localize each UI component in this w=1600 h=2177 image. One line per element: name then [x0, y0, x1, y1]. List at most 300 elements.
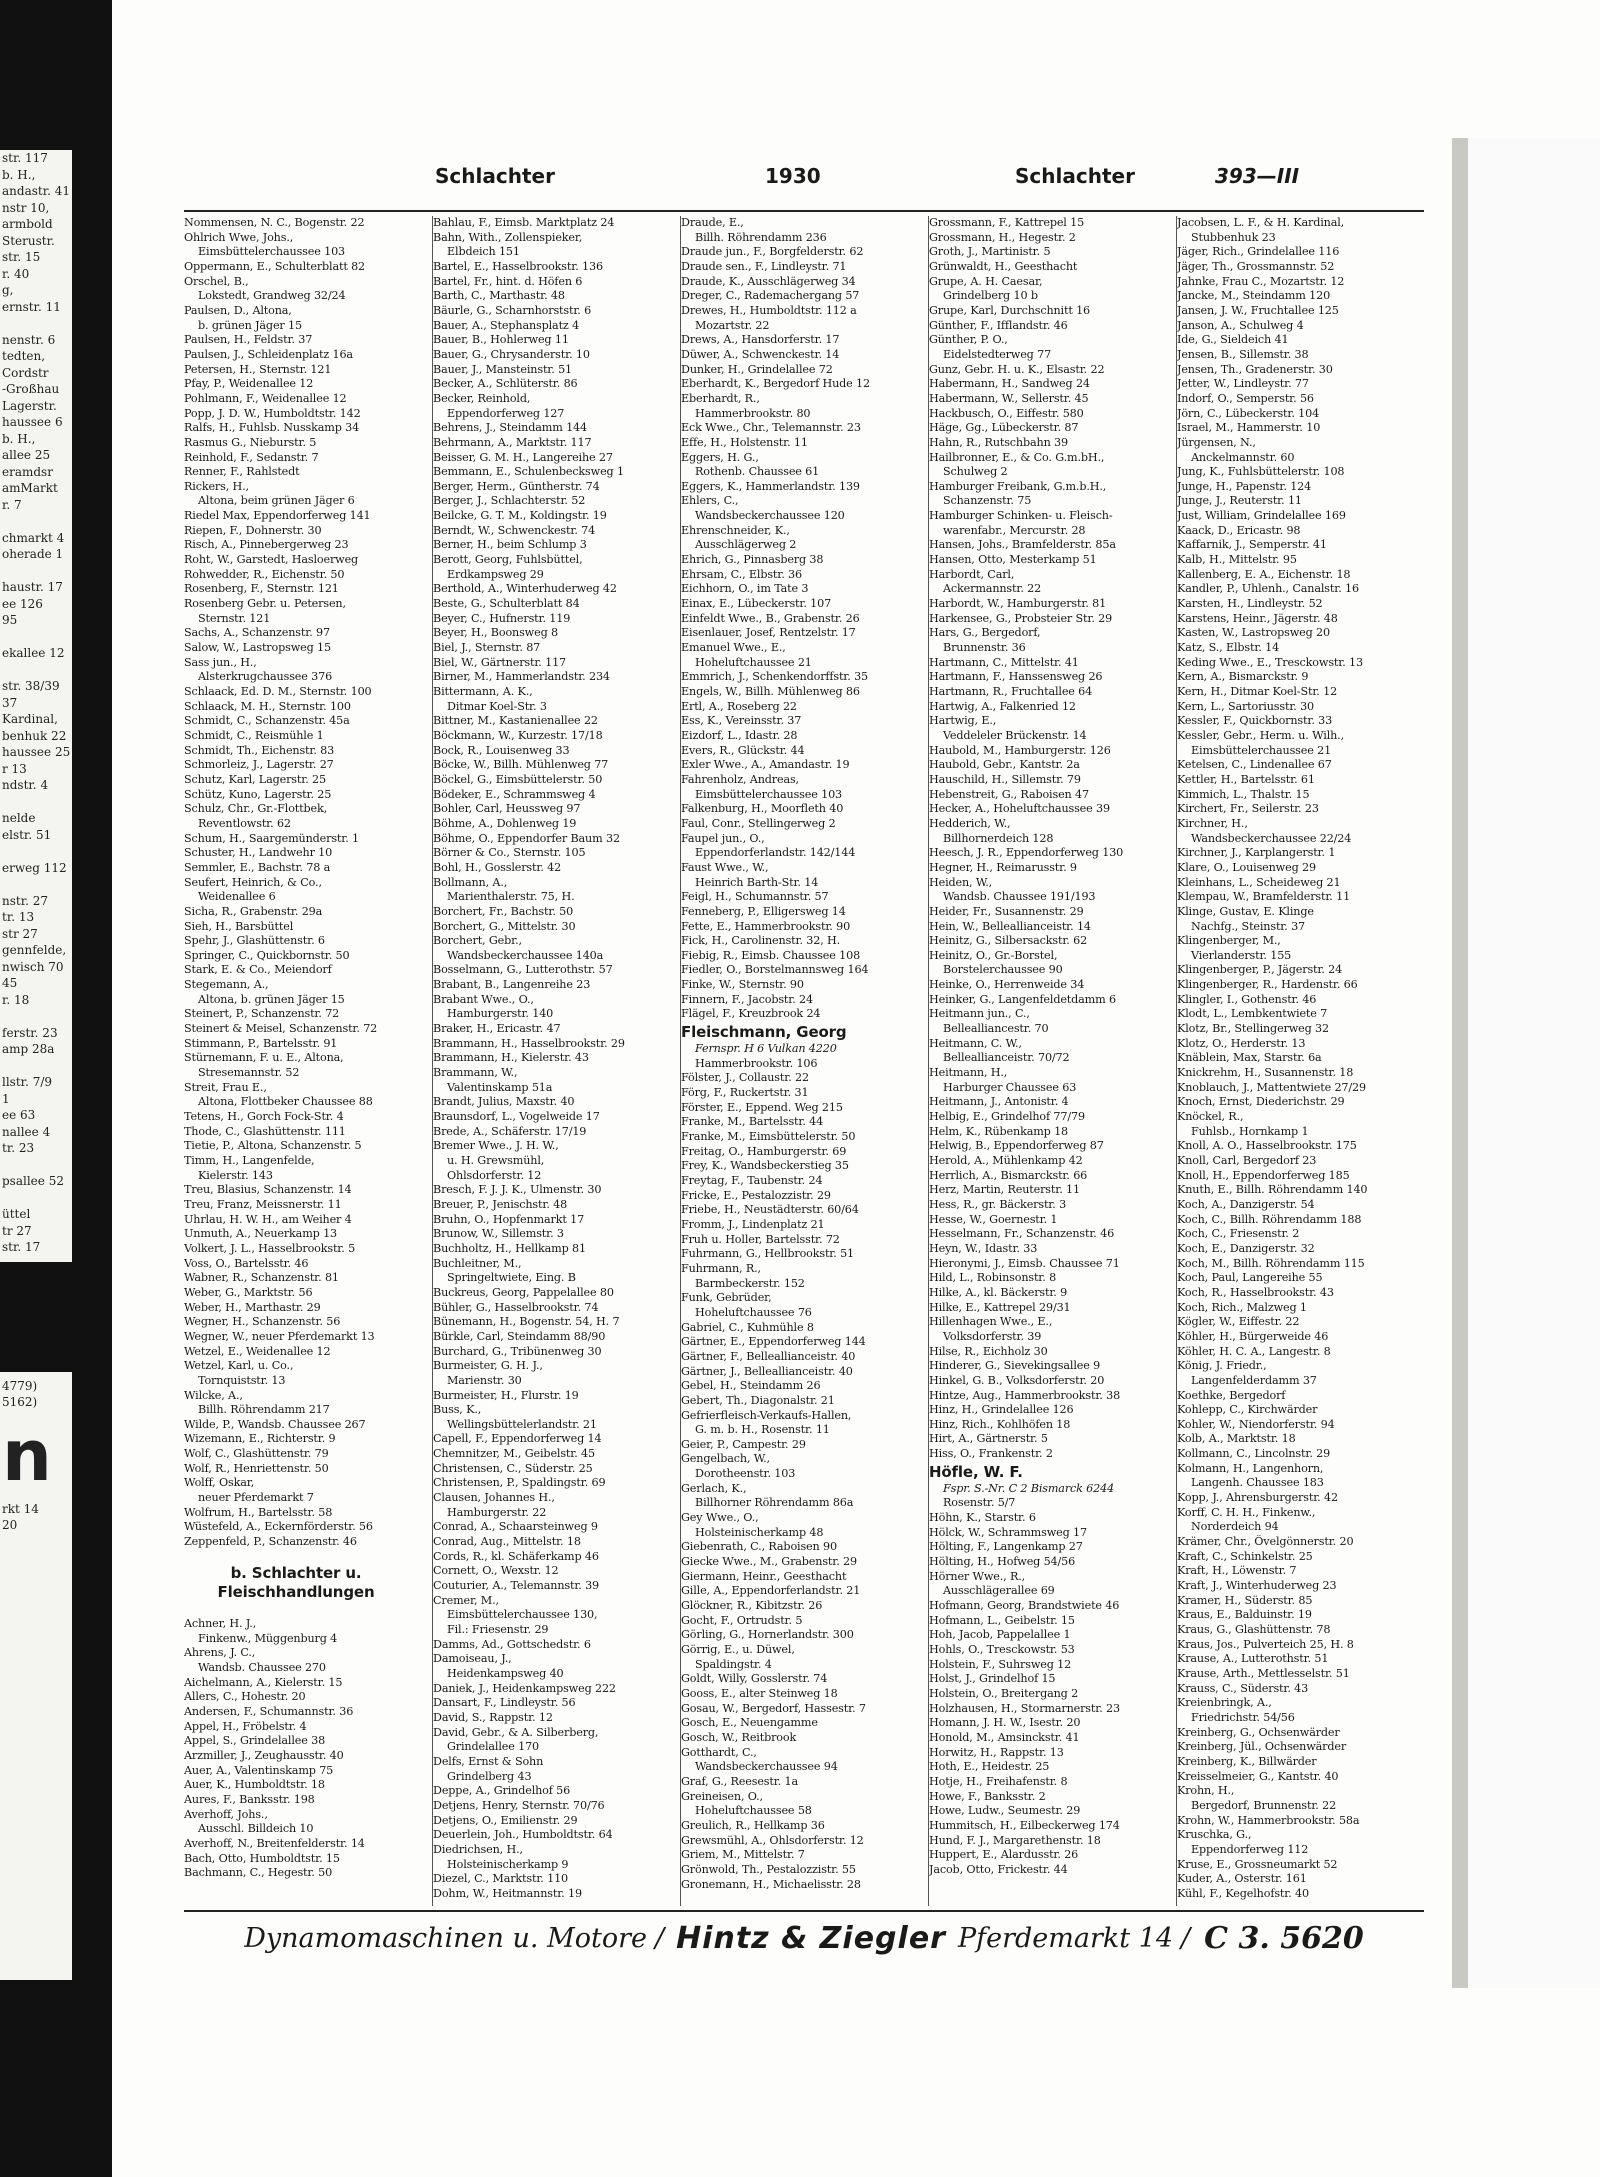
directory-entry: Fruh u. Holler, Bartelsstr. 72 — [681, 1232, 840, 1246]
directory-entry: Grindelberg 43 — [447, 1769, 532, 1783]
directory-entry: Haubold, M., Hamburgerstr. 126 — [929, 743, 1111, 757]
directory-entry: Klempau, W., Bramfelderstr. 11 — [1177, 890, 1351, 904]
directory-entry: Grindelberg 10 b — [943, 289, 1038, 303]
directory-entry: Conrad, A., Schaarsteinweg 9 — [433, 1520, 598, 1534]
directory-entry: David, Gebr., & A. Silberberg, — [433, 1725, 599, 1739]
directory-entry: Hölting, H., Hofweg 54/56 — [929, 1555, 1076, 1569]
directory-entry: Funk, Gebrüder, — [681, 1291, 772, 1305]
directory-entry: Jansen, J. W., Fruchtallee 125 — [1177, 303, 1339, 317]
directory-entry: Oppermann, E., Schulterblatt 82 — [184, 259, 366, 273]
directory-entry: Cremer, M., — [433, 1593, 499, 1607]
directory-entry: Lokstedt, Grandweg 32/24 — [198, 289, 346, 303]
directory-entry: Bachmann, C., Hegestr. 50 — [184, 1866, 333, 1880]
directory-entry: Stubbenhuk 23 — [1191, 230, 1276, 244]
margin-fragment: tr. 13 — [2, 910, 35, 924]
directory-entry: Stark, E. & Co., Meiendorf — [184, 963, 332, 977]
directory-entry: Hoheluftchaussee 21 — [695, 655, 812, 669]
directory-entry: Tornquiststr. 13 — [198, 1373, 286, 1387]
directory-entry: Hedderich, W., — [929, 816, 1011, 830]
black-block — [0, 1262, 72, 1372]
directory-entry: Heider, Fr., Susannenstr. 29 — [929, 904, 1084, 918]
directory-entry: Einax, E., Lübeckerstr. 107 — [681, 597, 832, 611]
directory-entry: Herz, Martin, Reuterstr. 11 — [929, 1183, 1080, 1197]
directory-entry: Kreienbringk, A., — [1177, 1696, 1272, 1710]
directory-entry: Springeltwiete, Eing. B — [447, 1271, 576, 1285]
directory-entry: Köhler, H. C. A., Langestr. 8 — [1177, 1344, 1331, 1358]
directory-entry: b. grünen Jäger 15 — [198, 318, 302, 332]
directory-entry: Buckreus, Georg, Pappelallee 80 — [433, 1285, 614, 1299]
directory-entry: Kruse, E., Grossneumarkt 52 — [1177, 1857, 1338, 1871]
directory-entry: Ausschlägerweg 2 — [695, 538, 797, 552]
directory-entry: Hilke, A., kl. Bäckerstr. 9 — [929, 1285, 1068, 1299]
directory-entry: Schmorleiz, J., Lagerstr. 27 — [184, 758, 334, 772]
directory-entry: Appel, S., Grindelallee 38 — [184, 1734, 326, 1748]
directory-entry: Bartel, Fr., hint. d. Höfen 6 — [433, 274, 583, 288]
margin-fragment: eramdsr — [2, 464, 53, 479]
directory-entry: Hailbronner, E., & Co. G.m.bH., — [929, 450, 1105, 464]
directory-entry: Aures, F., Banksstr. 198 — [184, 1792, 315, 1806]
directory-entry: Kögler, W., Eiffestr. 22 — [1177, 1315, 1300, 1329]
directory-entry: Ertl, A., Roseberg 22 — [681, 699, 797, 713]
directory-entry: Marienstr. 30 — [447, 1373, 522, 1387]
directory-entry — [184, 1602, 408, 1617]
column-5 — [1176, 216, 1401, 1906]
margin-fragment: nenstr. 6 — [2, 332, 56, 347]
margin-fragment: b. H., — [2, 167, 36, 182]
directory-entry: Koch, R., Hasselbrookstr. 43 — [1177, 1285, 1334, 1299]
directory-entry: Gerlach, K., — [681, 1481, 747, 1495]
directory-entry: Billhorner Röhrendamm 86a — [695, 1496, 854, 1510]
margin-fragment: g, — [2, 283, 14, 297]
margin-fragment — [0, 1058, 72, 1075]
directory-entry: David, S., Rappstr. 12 — [433, 1710, 553, 1724]
directory-entry: Wandsb. Chaussee 270 — [198, 1661, 326, 1674]
directory-entry: Petersen, H., Sternstr. 121 — [184, 362, 332, 376]
directory-entry: Bach, Otto, Humboldtstr. 15 — [184, 1851, 340, 1865]
directory-entry: Borchert, Gebr., — [433, 934, 522, 948]
directory-entry: Wandsbeckerchaussee 22/24 — [1191, 831, 1352, 845]
directory-entry: Brunow, W., Sillemstr. 3 — [433, 1227, 564, 1241]
directory-entry: Krämer, Chr., Övelgönnerstr. 20 — [1177, 1535, 1354, 1549]
directory-entry: Wegner, H., Schanzenstr. 56 — [184, 1315, 341, 1329]
directory-entry: Kettler, H., Bartelsstr. 61 — [1177, 772, 1315, 786]
directory-entry: Beisser, G. M. H., Langereihe 27 — [433, 450, 613, 464]
directory-entry: Fölster, J., Collaustr. 22 — [681, 1071, 809, 1085]
directory-entry: Kopp, J., Ahrensburgerstr. 42 — [1177, 1491, 1338, 1505]
directory-entry: Braker, H., Ericastr. 47 — [433, 1022, 561, 1036]
directory-entry: Marienthalerstr. 75, H. — [447, 890, 575, 904]
directory-entry: Ackermannstr. 22 — [943, 582, 1042, 596]
margin-fragment: rkt 14 — [2, 1501, 39, 1516]
page-header — [120, 164, 1448, 194]
directory-entry: Hohls, O., Tresckowstr. 53 — [929, 1643, 1075, 1656]
directory-entry: Fspr. S.-Nr. C 2 Bismarck 6244 — [943, 1481, 1115, 1495]
directory-entry: Billhornerdeich 128 — [943, 831, 1054, 845]
margin-fragment: tedten, — [2, 349, 46, 363]
directory-entry: Drews, A., Hansdorferstr. 17 — [681, 333, 840, 347]
directory-entry: Grupe, A. H. Caesar, — [929, 274, 1043, 288]
directory-entry: Groth, J., Martinistr. 5 — [929, 245, 1051, 259]
page-number: 393—III — [1215, 164, 1300, 188]
directory-entry: Cords, R., kl. Schäferkamp 46 — [433, 1549, 599, 1563]
directory-entry: Hamburger Schinken- u. Fleisch- — [929, 509, 1113, 523]
margin-fragment: 4779) — [2, 1378, 38, 1393]
directory-entry: Hansen, Johs., Bramfelderstr. 85a — [929, 538, 1116, 552]
directory-entry: Diedrichsen, H., — [433, 1842, 523, 1856]
ad-lead-text: Dynamomaschinen u. Motore — [244, 1922, 647, 1954]
directory-entry: Damoiseau, J., — [433, 1652, 512, 1666]
directory-entry: Howe, Ludw., Seumestr. 29 — [929, 1804, 1081, 1818]
directory-entry: Kleinhans, L., Scheideweg 21 — [1177, 875, 1341, 889]
directory-entry: Fick, H., Carolinenstr. 32, H. — [681, 934, 841, 948]
directory-entry: Emmrich, J., Schenkendorffstr. 35 — [681, 670, 869, 684]
directory-entry: Hinz, H., Grindelallee 126 — [929, 1403, 1074, 1417]
directory-entry: Achner, H. J., — [184, 1617, 257, 1631]
directory-entry: Bollmann, A., — [433, 875, 508, 889]
directory-entry: Ehrich, G., Pinnasberg 38 — [681, 553, 824, 567]
margin-fragment: haustr. 17 — [2, 580, 63, 594]
margin-fragment: 37 — [2, 695, 18, 710]
directory-entry: Timm, H., Langenfelde, — [184, 1154, 315, 1167]
directory-entry: Hartmann, C., Mittelstr. 41 — [929, 655, 1079, 669]
directory-entry: Treu, Blasius, Schanzenstr. 14 — [184, 1183, 352, 1197]
directory-entry: Hein, W., Belleallianceistr. 14 — [929, 919, 1091, 933]
directory-entry: Kessler, F., Quickbornstr. 33 — [1177, 714, 1333, 728]
directory-entry: Bemmann, E., Schulenbecksweg 1 — [433, 465, 624, 479]
margin-fragment — [0, 1190, 72, 1207]
directory-entry: Riedel Max, Eppendorferweg 141 — [184, 509, 371, 523]
directory-entry: Norderdeich 94 — [1191, 1520, 1279, 1534]
directory-entry: Bergedorf, Brunnenstr. 22 — [1191, 1798, 1337, 1812]
directory-columns — [184, 216, 1424, 1906]
directory-entry: Capell, F., Eppendorferweg 14 — [433, 1432, 602, 1446]
directory-entry: Habermann, W., Sellerstr. 45 — [929, 391, 1089, 405]
directory-entry: Heidenkampsweg 40 — [447, 1666, 564, 1680]
directory-entry: Kreinberg, Jül., Ochsenwärder — [1177, 1740, 1347, 1754]
directory-entry: Treu, Franz, Meissnerstr. 11 — [184, 1197, 342, 1211]
directory-entry: Koch, E., Danzigerstr. 32 — [1177, 1241, 1315, 1255]
directory-entry: Fernspr. H 6 Vulkan 4220 — [695, 1042, 837, 1056]
directory-entry: Bartel, E., Hasselbrookstr. 136 — [433, 259, 603, 273]
directory-entry: Riepen, F., Dohnerstr. 30 — [184, 523, 322, 537]
margin-fragment: benhuk 22 — [2, 728, 67, 743]
directory-entry: Elbdeich 151 — [447, 245, 520, 259]
directory-entry: Hauschild, H., Sillemstr. 79 — [929, 772, 1081, 786]
margin-fragment — [0, 1157, 72, 1174]
directory-entry: Helbig, E., Grindelhof 77/79 — [929, 1110, 1085, 1124]
directory-entry: Schulweg 2 — [943, 465, 1008, 479]
directory-entry: Schutz, Karl, Lagerstr. 25 — [184, 772, 326, 786]
margin-fragment: ndstr. 4 — [2, 778, 49, 792]
featured-entry: Höfle, W. F. — [929, 1462, 1023, 1481]
margin-fragment: b. H., — [2, 431, 36, 446]
directory-entry: Jäger, Rich., Grindelallee 116 — [1177, 245, 1340, 259]
directory-entry: Knöckel, R., — [1177, 1110, 1244, 1124]
margin-fragment: andastr. 41 — [2, 184, 71, 198]
directory-entry: Kirchert, Fr., Seilerstr. 23 — [1177, 802, 1319, 816]
directory-entry: Hamburgerstr. 140 — [447, 1007, 554, 1021]
directory-entry: Conrad, Aug., Mittelstr. 18 — [433, 1535, 581, 1549]
directory-entry: Klingenberger, P., Jägerstr. 24 — [1177, 963, 1343, 977]
directory-entry: Bauer, J., Mansteinstr. 51 — [433, 362, 573, 376]
directory-entry: Hegner, H., Reimarusstr. 9 — [929, 860, 1077, 874]
directory-entry: Heesch, J. R., Eppendorferweg 130 — [929, 846, 1124, 860]
directory-entry: Giermann, Heinr., Geesthacht — [681, 1569, 847, 1583]
directory-entry: Einfeldt Wwe., B., Grabenstr. 26 — [681, 611, 860, 625]
directory-entry: Buchleitner, M., — [433, 1256, 522, 1270]
directory-entry: Kraus, Jos., Pulverteich 25, H. 8 — [1177, 1637, 1354, 1651]
directory-entry: Hammerbrookstr. 106 — [695, 1056, 818, 1070]
directory-entry: Freitag, O., Hamburgerstr. 69 — [681, 1144, 847, 1158]
directory-entry: Beilcke, G. T. M., Koldingstr. 19 — [433, 509, 607, 523]
directory-entry: Heinitz, O., Gr.-Borstel, — [929, 948, 1058, 962]
directory-entry: Beyer, C., Hufnerstr. 119 — [433, 611, 571, 625]
directory-entry: Tetens, H., Gorch Fock-Str. 4 — [184, 1110, 344, 1124]
directory-entry: Israel, M., Hammerstr. 10 — [1177, 421, 1321, 435]
directory-entry: Chemnitzer, M., Geibelstr. 45 — [433, 1447, 595, 1461]
directory-entry: Korff, C. H. H., Finkenw., — [1177, 1505, 1316, 1519]
directory-entry: Hillenhagen Wwe., E., — [929, 1315, 1053, 1329]
section-heading: Fleischhandlungen — [217, 1583, 375, 1602]
directory-entry: Fromm, J., Lindenplatz 21 — [681, 1217, 825, 1231]
directory-entry: Ahrens, J. C., — [184, 1646, 256, 1660]
directory-entry: Exler Wwe., A., Amandastr. 19 — [681, 758, 850, 772]
directory-entry: Hoth, E., Heidestr. 25 — [929, 1760, 1050, 1774]
directory-entry: Wolff, Oskar, — [184, 1476, 255, 1490]
directory-entry: Jung, K., Fuhlsbüttelerstr. 108 — [1177, 465, 1345, 479]
directory-entry: Fahrenholz, Andreas, — [681, 772, 799, 786]
directory-entry: Harburger Chaussee 63 — [943, 1080, 1077, 1094]
directory-entry: Faupel jun., O., — [681, 831, 765, 845]
directory-entry: Krause, Arth., Mettlesselstr. 51 — [1177, 1666, 1350, 1680]
directory-entry: Clausen, Johannes H., — [433, 1491, 555, 1505]
directory-entry: Heitmann jun., C., — [929, 1007, 1030, 1021]
margin-fragment: Kardinal, — [2, 712, 58, 726]
directory-entry: Schlaack, M. H., Sternstr. 100 — [184, 699, 351, 713]
directory-entry: Kern, H., Ditmar Koel-Str. 12 — [1177, 685, 1338, 698]
directory-entry: u. H. Grewsmühl, — [447, 1154, 545, 1167]
directory-entry: Eimsbüttelerchaussee 103 — [695, 787, 842, 801]
directory-entry: Kaffarnik, J., Semperstr. 41 — [1177, 538, 1327, 552]
directory-entry: Janson, A., Schulweg 4 — [1177, 318, 1304, 332]
directory-entry: Spaldingstr. 4 — [695, 1657, 772, 1671]
directory-entry: Hintze, Aug., Hammerbrookstr. 38 — [929, 1388, 1121, 1402]
directory-entry: Schmidt, C., Schanzenstr. 45a — [184, 714, 350, 728]
directory-entry: Hartmann, R., Fruchtallee 64 — [929, 685, 1093, 698]
directory-entry: Heyn, W., Idastr. 33 — [929, 1241, 1038, 1255]
directory-entry: Burmeister, G. H. J., — [433, 1359, 543, 1373]
directory-entry: Knoll, Carl, Bergedorf 23 — [1177, 1154, 1317, 1167]
directory-entry: Billh. Röhrendamm 236 — [695, 230, 827, 244]
directory-entry: Barmbeckerstr. 152 — [695, 1276, 805, 1290]
ad-address: Pferdemarkt 14 — [957, 1922, 1174, 1954]
directory-entry: Stresemannstr. 52 — [198, 1066, 300, 1080]
directory-entry: Koch, C., Billh. Röhrendamm 188 — [1177, 1212, 1362, 1226]
directory-entry: Schmidt, C., Reismühle 1 — [184, 728, 324, 742]
directory-entry: Kramer, H., Süderstr. 85 — [1177, 1593, 1313, 1607]
directory-entry: Mozartstr. 22 — [695, 318, 770, 332]
directory-entry: Ditmar Koel-Str. 3 — [447, 699, 547, 713]
margin-fragment: 20 — [2, 1518, 18, 1532]
directory-entry: Grönwold, Th., Pestalozzistr. 55 — [681, 1862, 856, 1876]
directory-entry: Buss, K., — [433, 1403, 482, 1417]
directory-entry: Buchholtz, H., Hellkamp 81 — [433, 1241, 586, 1255]
directory-entry: Bauer, B., Hohlerweg 11 — [433, 333, 569, 347]
directory-entry: Evers, R., Glückstr. 44 — [681, 743, 805, 757]
directory-entry: Jürgensen, N., — [1177, 435, 1256, 449]
directory-entry: Jäger, Th., Grossmannstr. 52 — [1177, 259, 1335, 273]
directory-entry: Billh. Röhrendamm 217 — [198, 1403, 330, 1417]
directory-entry: Junge, H., Papenstr. 124 — [1177, 479, 1312, 493]
directory-entry: Berott, Georg, Fuhlsbüttel, — [433, 553, 583, 567]
margin-fragment: str. 17 — [2, 1240, 41, 1254]
directory-entry: Brammann, H., Kielerstr. 43 — [433, 1051, 589, 1065]
directory-entry: Koch, Paul, Langereihe 55 — [1177, 1271, 1323, 1285]
directory-entry: Wetzel, E., Weidenallee 12 — [184, 1344, 331, 1358]
ad-separator-2: / — [1181, 1922, 1191, 1954]
directory-entry: Altona, Flottbeker Chaussee 88 — [198, 1095, 373, 1109]
margin-fragment: Cordstr — [2, 365, 49, 380]
margin-fragment — [0, 843, 72, 860]
directory-entry: Orschel, B., — [184, 274, 249, 288]
directory-entry: Gey Wwe., O., — [681, 1511, 759, 1525]
margin-fragment: nstr 10, — [2, 200, 50, 215]
directory-entry: Kalb, H., Mittelstr. 95 — [1177, 553, 1297, 567]
directory-entry: Alsterkrugchaussee 376 — [198, 670, 333, 684]
directory-entry: Dansart, F., Lindleystr. 56 — [433, 1696, 576, 1710]
directory-entry: Hackbusch, O., Eiffestr. 580 — [929, 406, 1084, 420]
directory-entry: Auer, K., Humboldtstr. 18 — [184, 1778, 325, 1792]
directory-entry: Berthold, A., Winterhuderweg 42 — [433, 582, 617, 596]
margin-fragment: n — [2, 1414, 52, 1497]
directory-entry: Hummitsch, H., Eilbeckerweg 174 — [929, 1818, 1120, 1832]
directory-entry: Becker, A., Schlüterstr. 86 — [433, 377, 578, 391]
directory-entry: warenfabr., Mercurstr. 28 — [943, 523, 1086, 537]
directory-entry: Valentinskamp 51a — [447, 1080, 553, 1094]
directory-entry: Klingler, I., Gothenstr. 46 — [1177, 992, 1317, 1006]
directory-entry: Sachs, A., Schanzenstr. 97 — [184, 626, 330, 640]
directory-entry: Birner, M., Hammerlandstr. 234 — [433, 670, 610, 684]
directory-entry: Engels, W., Billh. Mühlenweg 86 — [681, 685, 860, 698]
directory-entry: Fenneberg, P., Elligersweg 14 — [681, 904, 846, 918]
directory-entry: Eimsbüttelerchaussee 21 — [1191, 743, 1332, 757]
directory-entry: Springer, C., Quickbornstr. 50 — [184, 948, 350, 962]
directory-entry: Kohler, W., Niendorferstr. 94 — [1177, 1417, 1335, 1431]
directory-entry: Hartwig, A., Falkenried 12 — [929, 699, 1076, 713]
directory-entry: Wandsb. Chaussee 191/193 — [943, 890, 1096, 904]
header-left-title: Schlachter — [435, 164, 555, 188]
directory-entry: Schanzenstr. 75 — [943, 494, 1032, 508]
directory-entry: Kreinberg, K., Billwärder — [1177, 1754, 1317, 1768]
directory-entry: Hilke, E., Kattrepel 29/31 — [929, 1300, 1071, 1314]
directory-entry: Knoch, Ernst, Diederichstr. 29 — [1177, 1095, 1345, 1109]
directory-entry: Hofmann, Georg, Brandstwiete 46 — [929, 1599, 1120, 1613]
directory-entry: Förster, E., Eppend. Weg 215 — [681, 1100, 843, 1114]
directory-entry: Hinderer, G., Sievekingsallee 9 — [929, 1359, 1101, 1373]
directory-entry: Hölck, W., Schrammsweg 17 — [929, 1525, 1087, 1539]
directory-entry: Fette, E., Hammerbrookstr. 90 — [681, 919, 851, 933]
directory-entry: Klodt, L., Lembkentwiete 7 — [1177, 1007, 1328, 1021]
directory-entry: Gooss, E., alter Steinweg 18 — [681, 1686, 838, 1700]
ad-phone: C 3. 5620 — [1204, 1920, 1364, 1956]
directory-entry: Altona, b. grünen Jäger 15 — [198, 992, 345, 1006]
directory-entry: Emanuel Wwe., E., — [681, 641, 786, 655]
directory-entry: Koch, C., Friesenstr. 2 — [1177, 1227, 1300, 1241]
directory-entry: Friebe, H., Neustädterstr. 60/64 — [681, 1203, 859, 1217]
directory-entry: Becker, Reinhold, — [433, 391, 531, 405]
directory-entry: Paulsen, J., Schleidenplatz 16a — [184, 347, 353, 361]
directory-entry: Weber, H., Marthastr. 29 — [184, 1300, 321, 1314]
directory-entry: Grünwaldt, H., Geesthacht — [929, 259, 1078, 273]
directory-entry: Volkert, J. L., Hasselbrookstr. 5 — [184, 1241, 356, 1255]
directory-entry: Kollmann, C., Lincolnstr. 29 — [1177, 1447, 1331, 1461]
directory-entry: Honold, M., Amsinckstr. 41 — [929, 1730, 1080, 1744]
directory-entry: Langenh. Chaussee 183 — [1191, 1476, 1324, 1490]
directory-entry: Volksdorferstr. 39 — [943, 1329, 1042, 1343]
directory-entry: Koethke, Bergedorf — [1177, 1388, 1286, 1402]
directory-entry: Bittner, M., Kastanienallee 22 — [433, 714, 598, 728]
directory-entry: Draude jun., F., Borgfelderstr. 62 — [681, 245, 864, 259]
directory-entry: Eberhardt, K., Bergedorf Hude 12 — [681, 377, 870, 391]
directory-entry: Howe, F., Banksstr. 2 — [929, 1789, 1046, 1803]
directory-entry: Reventlowstr. 62 — [198, 816, 291, 830]
directory-entry: Kasten, W., Lastropsweg 20 — [1177, 626, 1330, 640]
directory-entry: Ehrsam, C., Elbstr. 36 — [681, 567, 802, 581]
directory-entry: Heiden, W., — [929, 875, 993, 889]
directory-entry: Salow, W., Lastropsweg 15 — [184, 641, 331, 655]
margin-fragment: psallee 52 — [2, 1174, 64, 1188]
directory-entry: Dorotheenstr. 103 — [695, 1467, 796, 1481]
directory-entry: Rothenb. Chaussee 61 — [695, 465, 820, 479]
directory-entry: Berner, H., beim Schlump 3 — [433, 538, 587, 552]
directory-entry: Heinrich Barth-Str. 14 — [695, 875, 819, 889]
margin-fragment — [0, 876, 72, 893]
margin-fragment: gennfelde, — [2, 943, 67, 957]
directory-entry: Friedrichstr. 54/56 — [1191, 1710, 1295, 1724]
directory-entry: Hamburger Freibank, G.m.b.H., — [929, 479, 1107, 493]
background-margin — [1468, 138, 1600, 1988]
directory-entry: Daniek, J., Heidenkampsweg 222 — [433, 1681, 616, 1695]
directory-entry: Appel, H., Fröbelstr. 4 — [184, 1719, 307, 1733]
directory-entry: Beste, G., Schulterblatt 84 — [433, 597, 580, 611]
directory-entry: Eimsbüttelerchaussee 103 — [198, 245, 345, 259]
directory-entry: Ralfs, H., Fuhlsb. Nusskamp 34 — [184, 421, 360, 435]
margin-fragment: 45 — [2, 976, 18, 990]
directory-entry: Knickrehm, H., Susannenstr. 18 — [1177, 1066, 1354, 1080]
directory-entry: Hesselmann, Fr., Schanzenstr. 46 — [929, 1227, 1115, 1241]
directory-entry: Herold, A., Mühlenkamp 42 — [929, 1154, 1083, 1167]
directory-entry: Klotz, O., Herderstr. 13 — [1177, 1036, 1306, 1050]
directory-entry: Kimmich, L., Thalstr. 15 — [1177, 787, 1310, 801]
directory-entry: Stürnemann, F. u. E., Altona, — [184, 1051, 344, 1065]
directory-entry: Gabriel, C., Kuhmühle 8 — [681, 1320, 814, 1334]
directory-entry: Hahn, R., Rutschbahn 39 — [929, 435, 1068, 449]
margin-fragment: str. 117 — [2, 151, 48, 165]
directory-entry: Eppendorferlandstr. 142/144 — [695, 846, 856, 860]
directory-entry: Wellingsbüttelerlandstr. 21 — [447, 1417, 597, 1431]
directory-entry: Ohlrich Wwe, Johs., — [184, 230, 294, 244]
ad-separator: / — [654, 1922, 665, 1954]
directory-entry: Jörn, C., Lübeckerstr. 104 — [1177, 406, 1320, 420]
directory-entry: Borchert, Fr., Bachstr. 50 — [433, 904, 574, 918]
directory-entry: Gosch, E., Neuengamme — [681, 1716, 818, 1730]
directory-entry: Rasmus G., Nieburstr. 5 — [184, 435, 317, 449]
margin-fragment — [0, 629, 72, 646]
directory-entry: Draude, E., — [681, 216, 744, 229]
directory-entry: Holst, J., Grindelhof 15 — [929, 1672, 1056, 1686]
directory-entry: Klingenberger, M., — [1177, 934, 1281, 948]
section-heading: b. Schlachter u. — [230, 1564, 362, 1583]
